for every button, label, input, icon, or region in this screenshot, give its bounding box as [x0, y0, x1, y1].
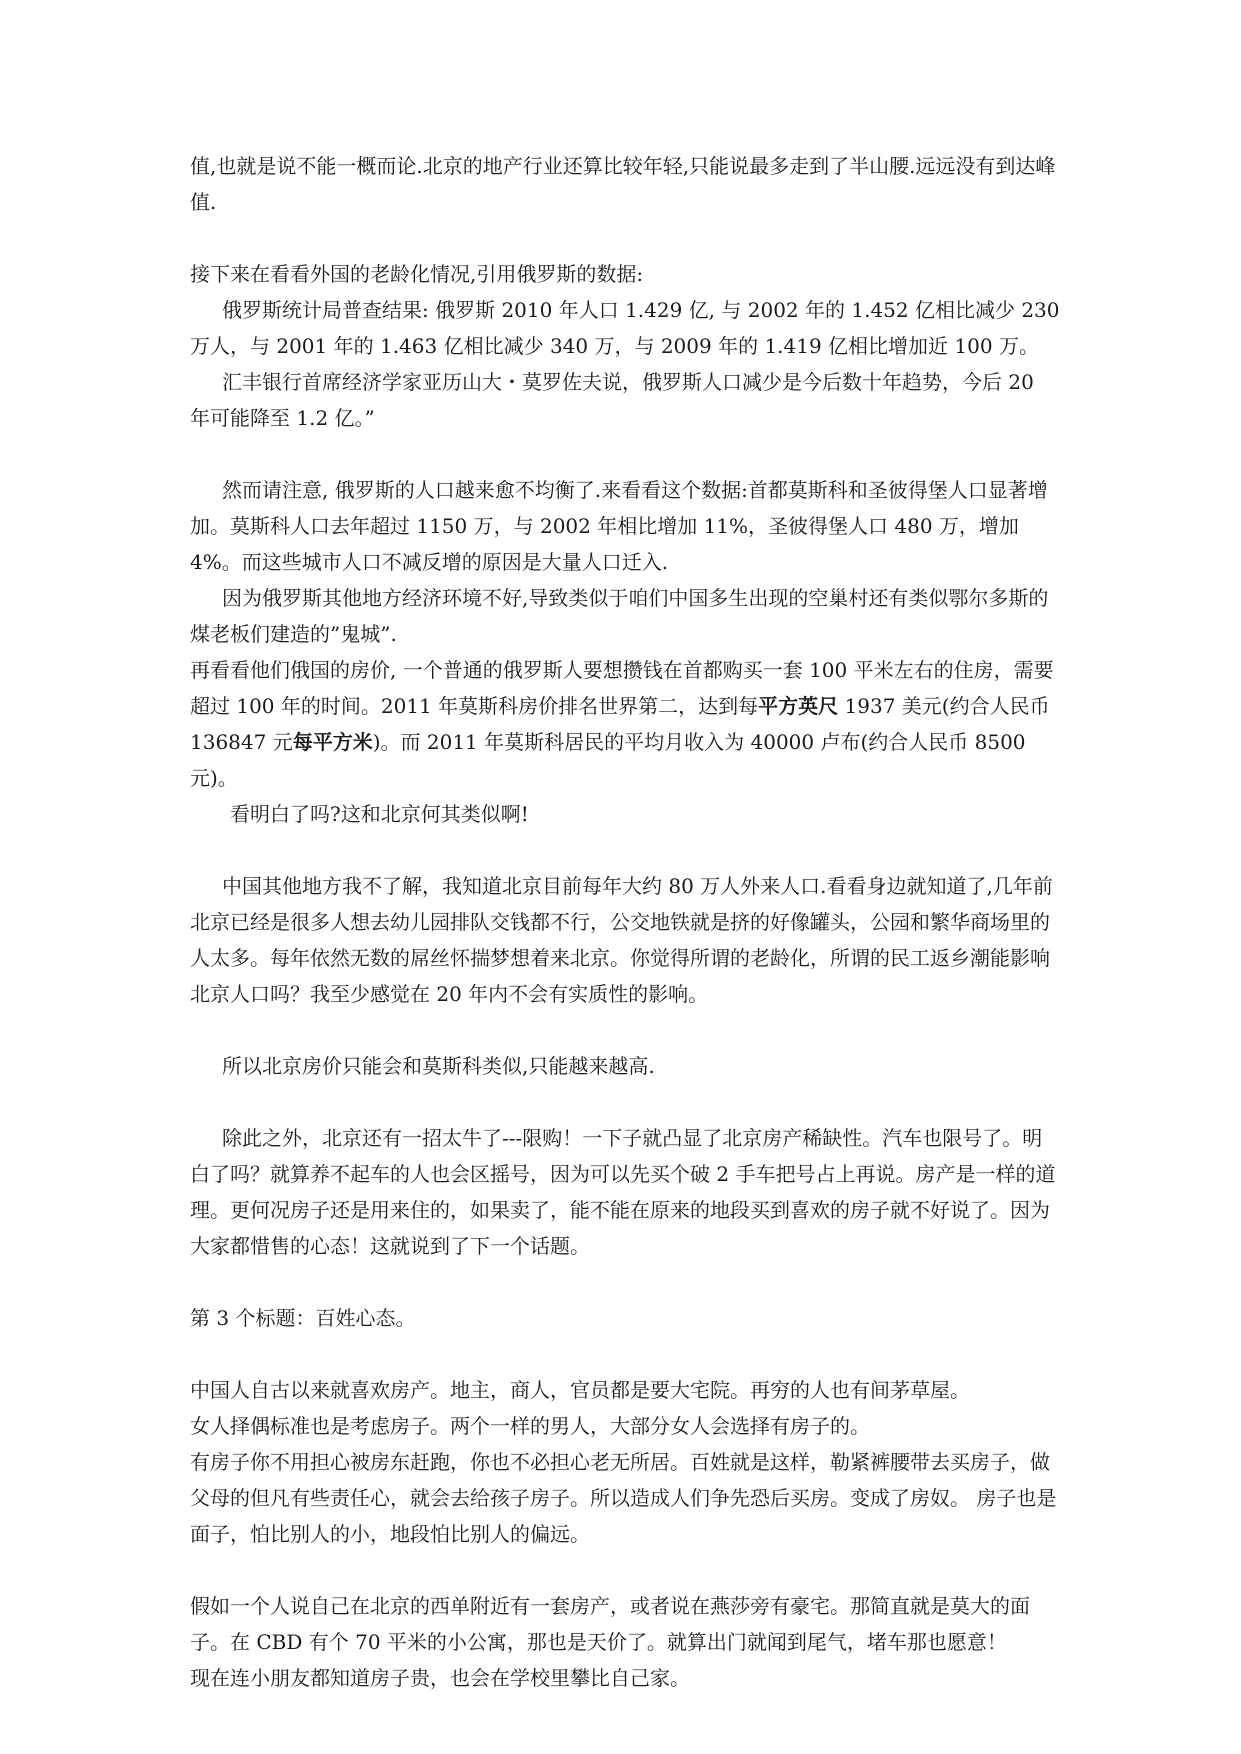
text-segment: 1937 美元(约合人民币 136847 元 — [190, 694, 1050, 754]
paragraph-intro-continuation: 值,也就是说不能一概而论.北京的地产行业还算比较年轻,只能说最多走到了半山腰.远远没有到达峰值. — [190, 154, 1056, 214]
paragraph-russia-housing-price — [190, 652, 1060, 796]
document-page — [190, 148, 1060, 1696]
text-segment: 再看看他们俄国的房价, 一个普通的俄罗斯人要想攒钱在首都购买一套 100 平米左右的住房，需要超过 100 年的时间。2011 年莫斯科房价排名世界第二，达到每 — [190, 658, 1054, 718]
paragraph-children: 现在连小朋友都知道房子贵，也会在学校里攀比自己家。 — [190, 1666, 690, 1690]
section-heading-3: 第 3 个标题：百姓心态。 — [190, 1306, 416, 1330]
paragraph-understand: 看明白了吗?这和北京何其类似啊! — [230, 802, 529, 826]
paragraph-foreign-aging: 接下来在看看外国的老龄化情况,引用俄罗斯的数据: — [190, 262, 644, 286]
paragraph-chinese-love-property: 中国人自古以来就喜欢房产。地主，商人，官员都是要大宅院。再穷的人也有间茅草屋。 — [190, 1378, 970, 1402]
bold-term-square-foot: 平方英尺 — [758, 694, 839, 718]
bold-term-square-meter: 每平方米 — [292, 730, 373, 754]
paragraph-purchase-limit: 除此之外，北京还有一招太牛了---限购！一下子就凸显了北京房产稀缺性。汽车也限号了。明白了吗？就算养不起车的人也会区摇号，因为可以先买个破 2 手车把号占上再说。房产是一样的道理。更何况房子还是用来住的，如果卖了，能不能在原来的地段买到喜欢的房子就不好说了。因为大家都惜售的心态！这就说到了下一个话题。 — [190, 1126, 1056, 1258]
text-segment: )。而 2011 年莫斯科居民的平均月收入为 40000 卢布(约合人民币 8500 元)。 — [190, 730, 1026, 790]
paragraph-house-slave: 有房子你不用担心被房东赶跑，你也不必担心老无所居。百姓就是这样，勒紧裤腰带去买房子，做父母的但凡有些责任心，就会去给孩子房子。所以造成人们争先恐后买房。变成了房奴。 房子也是面子，怕比别人的小，地段怕比别人的偏远。 — [190, 1450, 1057, 1546]
paragraph-hsbc-quote: 汇丰银行首席经济学家亚历山大・莫罗佐夫说，俄罗斯人口减少是今后数十年趋势，今后 20 年可能降至 1.2 亿。” — [190, 370, 1034, 430]
paragraph-russia-census: 俄罗斯统计局普查结果: 俄罗斯 2010 年人口 1.429 亿, 与 2002 年的 1.452 亿相比减少 230 万人，与 2001 年的 1.463 亿相比减少 340 万，与 2009 年的 1.419 亿相比增加近 100 万。 — [190, 298, 1060, 358]
paragraph-russia-imbalance: 然而请注意, 俄罗斯的人口越来愈不均衡了.来看看这个数据:首都莫斯科和圣彼得堡人口显著增加。莫斯科人口去年超过 1150 万，与 2002 年相比增加 11%，圣彼得堡人口 480 万，增加 4%。而这些城市人口不减反增的原因是大量人口迁入. — [190, 478, 1048, 574]
paragraph-conclusion: 所以北京房价只能会和莫斯科类似,只能越来越高. — [222, 1054, 655, 1078]
paragraph-beijing-population: 中国其他地方我不了解，我知道北京目前每年大约 80 万人外来人口.看看身边就知道了,几年前北京已经是很多人想去幼儿园排队交钱都不行，公交地铁就是挤的好像罐头，公园和繁华商场里的人太多。每年依然无数的屌丝怀揣梦想着来北京。你觉得所谓的老龄化，所谓的民工返乡潮能影响北京人口吗？我至少感觉在 20 年内不会有实质性的影响。 — [190, 874, 1053, 1006]
paragraph-ghost-city: 因为俄罗斯其他地方经济环境不好,导致类似于咱们中国多生出现的空巢村还有类似鄂尔多斯的煤老板们建造的”鬼城”. — [190, 586, 1049, 646]
paragraph-marriage-standard: 女人择偶标准也是考虑房子。两个一样的男人，大部分女人会选择有房子的。 — [190, 1414, 870, 1438]
paragraph-face: 假如一个人说自己在北京的西单附近有一套房产，或者说在燕莎旁有豪宅。那简直就是莫大的面子。在 CBD 有个 70 平米的小公寓，那也是天价了。就算出门就闻到尾气，堵车那也愿意！ — [190, 1594, 1030, 1654]
